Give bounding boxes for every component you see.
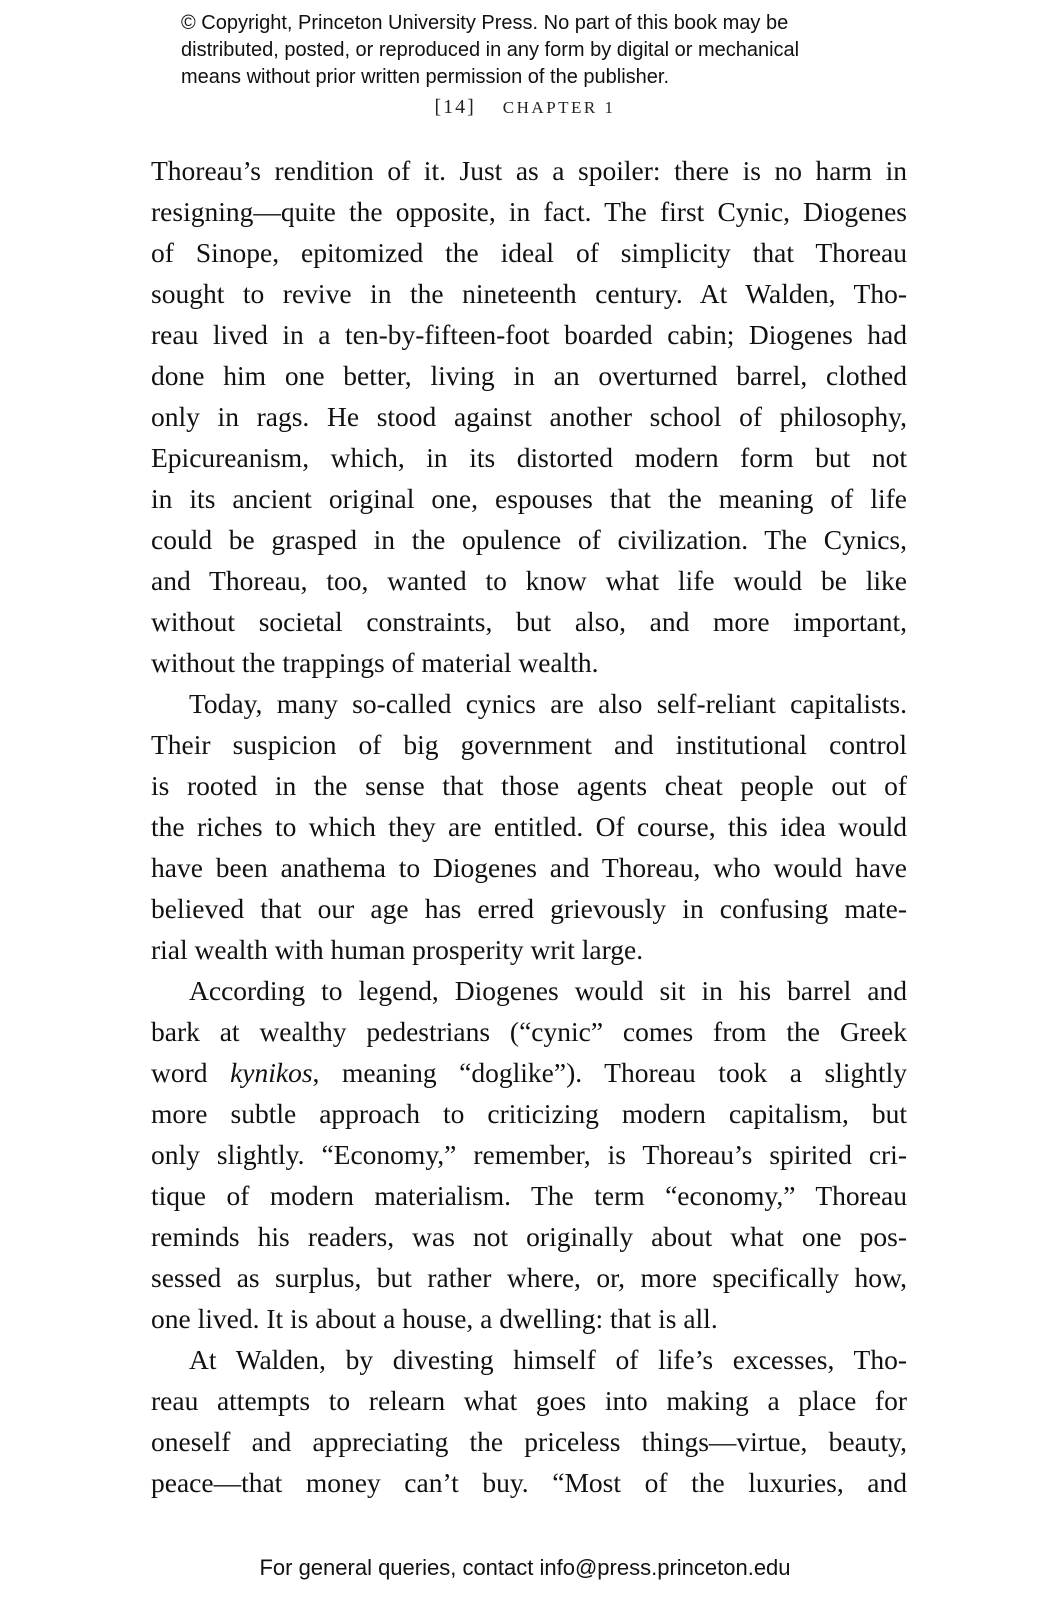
copyright-line: means without prior written permission of the publisher. bbox=[181, 66, 670, 88]
running-head bbox=[0, 96, 1050, 119]
text-line: Today, many so-called cynics are also self-reliant capitalists. bbox=[189, 688, 907, 719]
copyright-line: distributed, posted, or reproduced in any form by digital or mechanical bbox=[181, 39, 800, 61]
text-line bbox=[151, 1052, 907, 1093]
copyright-notice bbox=[181, 10, 901, 91]
paragraph bbox=[151, 683, 907, 970]
text-line: have been anathema to Diogenes and Thoreau, who would have bbox=[151, 852, 907, 883]
paragraph bbox=[151, 970, 907, 1339]
text-line: reau attempts to relearn what goes into making a place for bbox=[151, 1385, 907, 1416]
text-line: only in rags. He stood against another school of philosophy, bbox=[151, 401, 907, 432]
copyright-line: © Copyright, Princeton University Press. No part of this book may be bbox=[181, 12, 789, 34]
text-line: rial wealth with human prosperity writ large. bbox=[151, 934, 644, 965]
paragraph bbox=[151, 1339, 907, 1503]
text-line: sessed as surplus, but rather where, or, more specifically how, bbox=[151, 1262, 907, 1293]
text-line: Epicureanism, which, in its distorted modern form but not bbox=[151, 442, 907, 473]
text-line: peace—that money can’t buy. “Most of the luxuries, and bbox=[151, 1467, 907, 1498]
text-line: one lived. It is about a house, a dwelling: that is all. bbox=[151, 1303, 718, 1334]
page-number: [14] bbox=[434, 96, 476, 118]
italic-term: kynikos bbox=[230, 1057, 313, 1088]
text-line: of Sinope, epitomized the ideal of simplicity that Thoreau bbox=[151, 237, 907, 268]
text-line: Their suspicion of big government and institutional control bbox=[151, 729, 907, 760]
text-line: Thoreau’s rendition of it. Just as a spoiler: there is no harm in bbox=[151, 155, 907, 186]
body-text bbox=[151, 150, 907, 1503]
text-line: sought to revive in the nineteenth century. At Walden, Tho- bbox=[151, 278, 907, 309]
paragraph bbox=[151, 150, 907, 683]
text-line: At Walden, by divesting himself of life’s excesses, Tho- bbox=[189, 1344, 907, 1375]
text-fragment: word bbox=[151, 1057, 231, 1088]
text-line: bark at wealthy pedestrians (“cynic” comes from the Greek bbox=[151, 1016, 907, 1047]
text-line: in its ancient original one, espouses that the meaning of life bbox=[151, 483, 907, 514]
text-line: done him one better, living in an overturned barrel, clothed bbox=[151, 360, 907, 391]
text-line: tique of modern materialism. The term “economy,” Thoreau bbox=[151, 1180, 907, 1211]
text-line: is rooted in the sense that those agents cheat people out of bbox=[151, 770, 907, 801]
footer-contact: For general queries, contact info@press.princeton.edu bbox=[259, 1555, 791, 1580]
text-line: the riches to which they are entitled. Of course, this idea would bbox=[151, 811, 907, 842]
text-line: without the trappings of material wealth. bbox=[151, 647, 599, 678]
text-line: only slightly. “Economy,” remember, is Thoreau’s spirited cri- bbox=[151, 1139, 907, 1170]
text-line: could be grasped in the opulence of civilization. The Cynics, bbox=[151, 524, 907, 555]
text-line: believed that our age has erred grievously in confusing mate- bbox=[151, 893, 907, 924]
text-line: According to legend, Diogenes would sit in his barrel and bbox=[189, 975, 907, 1006]
text-line: without societal constraints, but also, and more important, bbox=[151, 606, 907, 637]
text-fragment: , meaning “doglike”). Thoreau took a slightly bbox=[312, 1057, 907, 1088]
text-line: reminds his readers, was not originally about what one pos- bbox=[151, 1221, 907, 1252]
text-line: and Thoreau, too, wanted to know what life would be like bbox=[151, 565, 907, 596]
text-line: resigning—quite the opposite, in fact. The first Cynic, Diogenes bbox=[151, 196, 907, 227]
text-line: more subtle approach to criticizing modern capitalism, but bbox=[151, 1098, 907, 1129]
text-line: reau lived in a ten-by-fifteen-foot boarded cabin; Diogenes had bbox=[151, 319, 907, 350]
text-line: oneself and appreciating the priceless things—virtue, beauty, bbox=[151, 1426, 907, 1457]
chapter-label: CHAPTER 1 bbox=[502, 98, 616, 117]
